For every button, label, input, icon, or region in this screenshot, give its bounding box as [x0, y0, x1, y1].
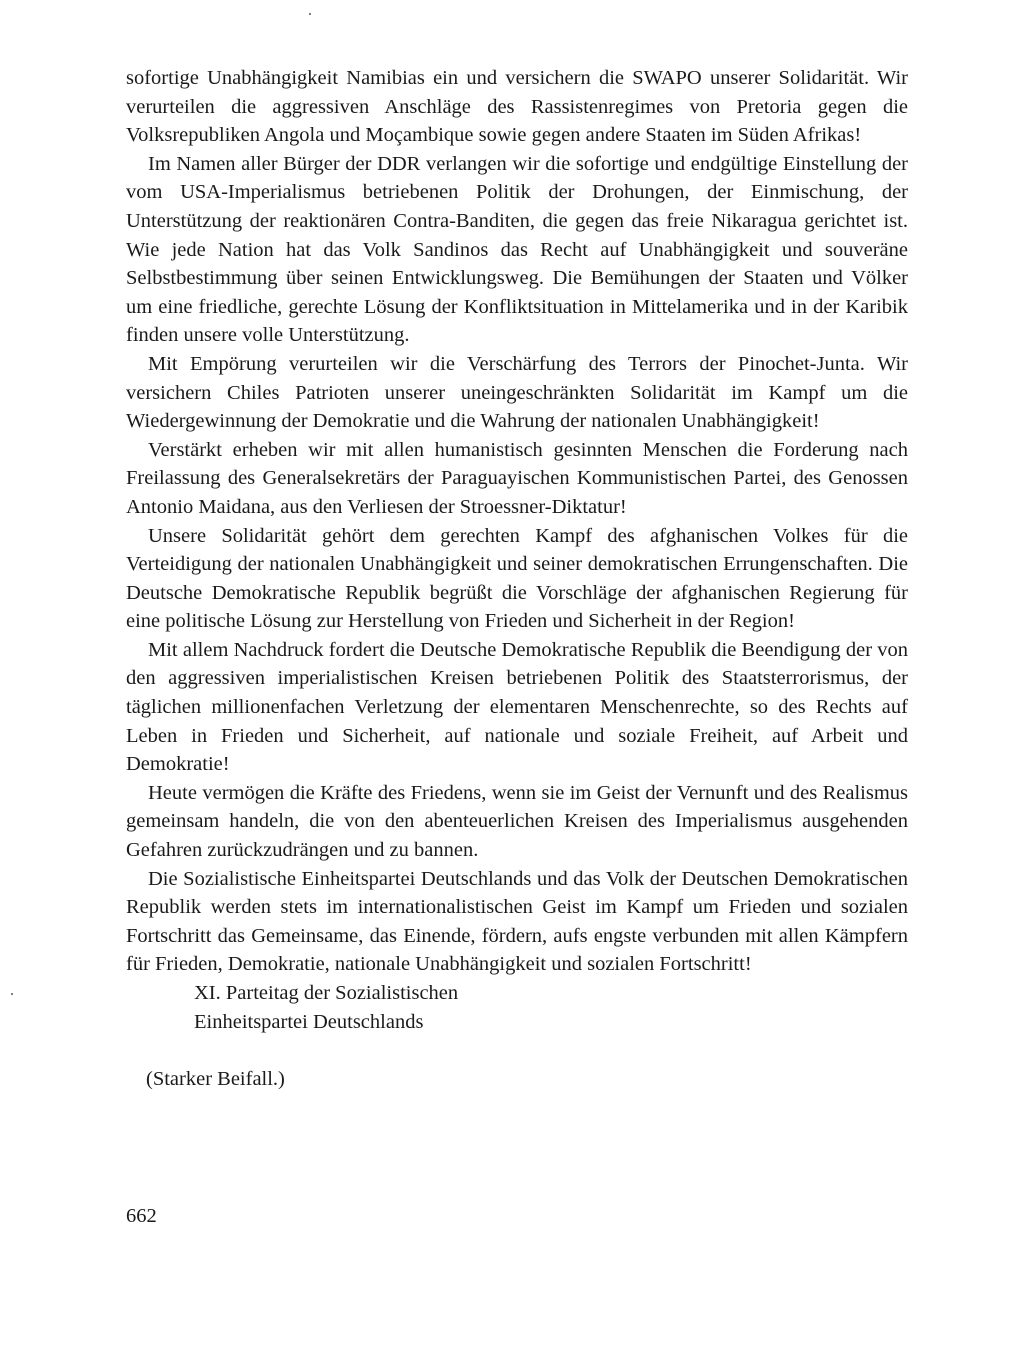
paragraph-paraguay: Verstärkt erheben wir mit allen humanistisch gesinnten Menschen die Forderung nach Freilassung des Generalsekretärs der Paraguayischen Kommunistischen Partei, des Genossen Antonio Maidana, aus den Verliesen der Stroessner-Diktatur! [126, 438, 908, 518]
document-page [126, 64, 908, 1094]
paragraph-forces-of-peace: Heute vermögen die Kräfte des Friedens, wenn sie im Geist der Vernunft und des Realismus gemeinsam handeln, die von den abenteuerlichen Kreisen des Imperialismus ausgehenden Gefahren zurückzudrängen und zu bannen. [126, 781, 908, 862]
page-number: 662 [126, 1205, 157, 1227]
applause-note: (Starker Beifall.) [146, 1068, 285, 1090]
paragraph-sed-commitment: Die Sozialistische Einheitspartei Deutschlands und das Volk der Deutschen Demokratischen Republik werden stets im internationalistischen Geist im Kampf um Frieden und sozialen Fortschritt das Gemeinsame, das Einende, fördern, aufs engste verbunden mit allen Kämpfern für Frieden, Demokratie, nationale Unabhängigkeit und sozialen Fortschritt! [126, 867, 908, 976]
paragraph-afghanistan: Unsere Solidarität gehört dem gerechten Kampf des afghanischen Volkes für die Verteidigung der nationalen Unabhängigkeit und seiner demokratischen Errungenschaften. Die Deutsche Demokratische Republik begrüßt die Vorschläge der afghanischen Regierung für eine politische Lösung zur Herstellung von Frieden und Sicherheit in der Region! [126, 524, 908, 633]
signature-line-2: Einheitspartei Deutschlands [194, 1011, 424, 1033]
paragraph-state-terrorism: Mit allem Nachdruck fordert die Deutsche Demokratische Republik die Beendigung der von den aggressiven imperialistischen Kreisen betriebenen Politik des Staatsterrorismus, der täglichen millionenfachen Verletzung der elementaren Menschenrechte, so des Rechts auf Leben in Frieden und Sicherheit, auf nationale und soziale Freiheit, auf Arbeit und Demokratie! [126, 638, 908, 776]
paragraph-nicaragua: Im Namen aller Bürger der DDR verlangen wir die sofortige und endgültige Einstellung der vom USA-Imperialismus betriebenen Politik der Drohungen, der Einmischung, der Unterstützung der reaktionären Contra-Banditen, die gegen das freie Nikaragua gerichtet ist. Wie jede Nation hat das Volk Sandinos das Recht auf Unabhängigkeit und souveräne Selbstbestimmung über seinen Entwicklungsweg. Die Bemühungen der Staaten und Völker um eine friedliche, gerechte Lösung der Konfliktsituation in Mittelamerika und in der Karibik finden unsere volle Unterstützung. [126, 152, 908, 347]
paragraph-namibia: sofortige Unabhängigkeit Namibias ein und versichern die SWAPO unserer Solidarität. Wir verurteilen die aggressiven Anschläge des Rassistenregimes von Pretoria gegen die Volksrepubliken Angola und Moçambique sowie gegen andere Staaten im Süden Afrikas! [126, 67, 908, 147]
signature-line-1: XI. Parteitag der Sozialistischen [194, 982, 459, 1004]
paragraph-chile: Mit Empörung verurteilen wir die Verschärfung des Terrors der Pinochet-Junta. Wir versichern Chiles Patrioten unserer uneingeschränkten Solidarität im Kampf um die Wiedergewinnung der Demokratie und die Wahrung der nationalen Unabhängigkeit! [126, 352, 908, 433]
scan-speck-top [309, 13, 311, 15]
scan-speck-left [11, 993, 13, 995]
signature-block [194, 979, 908, 1037]
